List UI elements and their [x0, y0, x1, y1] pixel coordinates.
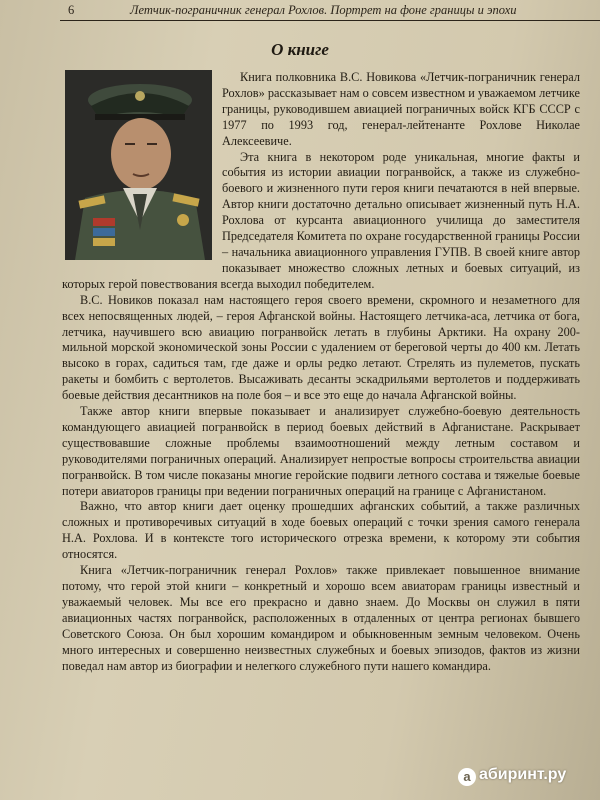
running-title: Летчик-пограничник генерал Рохлов. Портрет на фоне границы и эпохи: [130, 3, 517, 17]
paragraph: Важно, что автор книги дает оценку прошедших афганских событий, а также различных сложных и противоречивых ситуаций в ходе боевых операций с точки зрения самого генерала Н.А. Рохлова. И в контексте того исторического отрезка времени, к которому эти события относятся.: [62, 499, 580, 562]
paragraph: Книга полковника В.С. Новикова «Летчик-пограничник генерал Рохлов» рассказывает нам о совсем известном и уважаемом летчике границы, руководившем авиацией пограничных войск КГБ СССР с 1977 по 1993 год, генерал-лейтенанте Рохлове Николае Алексеевиче.: [222, 70, 580, 148]
paragraph: Книга «Летчик-пограничник генерал Рохлов» также привлекает повышенное внимание потому, что герой этой книги – конкретный и хорошо всем авиаторам границы известный и уважаемый человек. Мы все его прекрасно и давно знаем. До Москвы он служил в пяти авиационных частях погранвойск, расположенных в отдаленных от центра регионах бывшего Советского Союза. Он был хорошим командиром и обыкновенным земным человеком. Очень много интересных и совершенно неизвестных служебных и боевых эпизодов, фактов из жизни поведал нам автор из биографии и нелегкого служебного пути нашего командира.: [62, 563, 580, 673]
photo-text-wrap-spacer: [62, 70, 222, 270]
paragraph: Также автор книги впервые показывает и анализирует служебно-боевую деятельность командующего авиацией погранвойск в период боевых действий в Афганистане. Раскрывает существовавшие сложные проблемы взаимоотношений между летным составом и руководителями пограничных операций. Анализирует непростые вопросы строительства авиации погранвойск. В том числе показаны многие геройские подвиги летного состава и тяжелые боевые потери авиаторов границы при ведении пограничных операций на границе с Афганистаном.: [62, 404, 580, 498]
page-number: 6: [68, 3, 75, 17]
running-header: [60, 2, 600, 21]
paragraph: В.С. Новиков показал нам настоящего героя своего времени, скромного и незаметного для всех непосвященных людей, – героя Афганской войны. Настоящего летчика-аса, летчика от бога, летчика, научившего всю авиацию погранвойск летать в глубины Арктики. На охрану 200-мильной морской экономической зоны России с удалением от береговой черты до 400 км. Летать высоко в горах, садиться там, где даже и орлы редко летают. Стрелять из пулеметов, пускать ракеты и бомбить с вертолетов. Высаживать десанты эскадрильями вертолетов и поддерживать боевые действия десантников на поле боя – и все это еще до начала Афганской войны.: [62, 292, 580, 403]
body-text: [62, 70, 580, 674]
watermark-logo: [458, 766, 566, 786]
paragraph: Эта книга в некотором роде уникальная, многие факты и события из истории авиации погранвойск, а также из служебно-боевого и жизненного пути героя книги печатаются в ней впервые. Автор книги достаточно детально описывает жизненный путь Н.А. Рохлова от курсанта авиационного училища до заместителя Председателя Комитета по охране государственной границы России – начальника авиационного управления ГУПВ. В своей книге автор показывает множество сложных летных и боевых ситуаций, из которых герой повествования всегда выходил победителем.: [62, 149, 580, 291]
watermark-badge-icon: а: [458, 768, 476, 786]
section-title: О книге: [271, 40, 329, 59]
watermark-text: абиринт.ру: [479, 766, 567, 783]
